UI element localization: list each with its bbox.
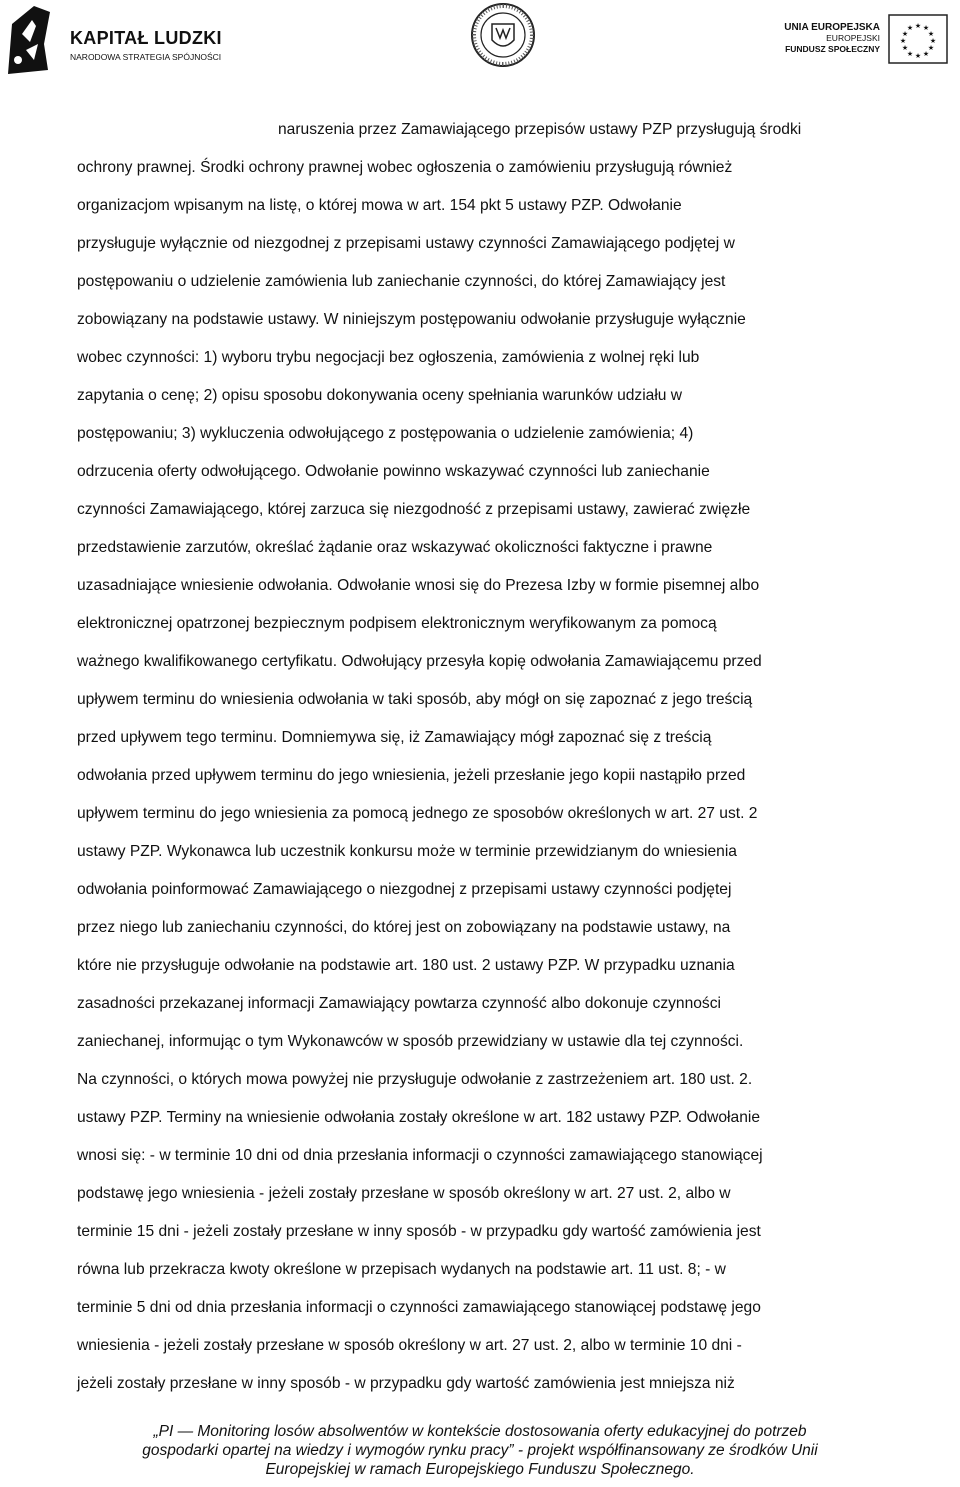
body-line: ochrony prawnej. Środki ochrony prawnej wobec ogłoszenia o zamówieniu przysługują również — [77, 159, 733, 176]
eu-label-line2: EUROPEJSKI — [826, 33, 880, 43]
body-line: jeżeli zostały przesłane w inny sposób - w przypadku gdy wartość zamówienia jest mniejsza niż — [77, 1375, 735, 1392]
body-line: podstawę jego wniesienia - jeżeli zostały przesłane w sposób określony w art. 27 ust. 2, albo w — [77, 1185, 731, 1202]
svg-text:★: ★ — [914, 22, 922, 30]
body-line: wnosi się: - w terminie 10 dni od dnia przesłania informacji o czynności zamawiającego stanowiącej — [77, 1147, 763, 1164]
body-line: przysługuje wyłącznie od niezgodnej z przepisami ustawy czynności Zamawiającego podjętej w — [77, 235, 735, 252]
body-line: postępowaniu; 3) wykluczenia odwołującego z postępowania o udzielenie zamówienia; 4) — [77, 425, 694, 442]
body-line: zobowiązany na podstawie ustawy. W niniejszym postępowaniu odwołanie przysługuje wyłącznie — [77, 311, 746, 328]
body-line: które nie przysługuje odwołanie na podstawie art. 180 ust. 2 ustawy PZP. W przypadku uznania — [77, 957, 735, 974]
body-line: odrzucenia oferty odwołującego. Odwołanie powinno wskazywać czynności lub zaniechanie — [77, 463, 710, 480]
eu-label-line1: UNIA EUROPEJSKA — [784, 22, 880, 33]
footer-line-3: Europejskiej w ramach Europejskiego Funduszu Społecznego. — [265, 1461, 695, 1478]
body-line: przez niego lub zaniechaniu czynności, do której jest on zobowiązany na podstawie ustawy, na — [77, 919, 731, 936]
body-line: odwołania poinformować Zamawiającego o niezgodnej z przepisami ustawy czynności podjętej — [77, 881, 732, 898]
body-line: terminie 5 dni od dnia przesłania informacji o czynności zamawiającego stanowiącej podstawę jego — [77, 1299, 761, 1316]
svg-text:★: ★ — [929, 37, 937, 45]
body-line: uzasadniające wniesienie odwołania. Odwołanie wnosi się do Prezesa Izby w formie pisemnej albo — [77, 577, 760, 594]
svg-text:★: ★ — [901, 30, 909, 38]
body-line: zasadności przekazanej informacji Zamawiający powtarza czynność albo dokonuje czynności — [77, 995, 721, 1012]
university-seal-icon — [470, 2, 536, 68]
body-line: organizacjom wpisanym na listę, o której mowa w art. 154 pkt 5 ustawy PZP. Odwołanie — [77, 197, 682, 214]
body-line: odwołania przed upływem terminu do jego wniesienia, jeżeli przesłanie jego kopii nastąpiło przed — [77, 767, 746, 784]
eu-fund-label — [780, 22, 880, 55]
kapital-ludzki-subtitle: NARODOWA STRATEGIA SPÓJNOŚCI — [70, 52, 222, 62]
body-line: przedstawienie zarzutów, określać żądanie oraz wskazywać okoliczności faktyczne i prawne — [77, 539, 713, 556]
kapital-ludzki-title: KAPITAŁ LUDZKI — [70, 28, 222, 48]
body-line: upływem terminu do wniesienia odwołania w taki sposób, aby mógł on się zapoznać z jego treścią — [77, 691, 753, 708]
body-line: postępowaniu o udzielenie zamówienia lub zaniechanie czynności, do której Zamawiający jest — [77, 273, 726, 290]
body-line: przed upływem tego terminu. Domniemywa się, iż Zamawiający mógł zapoznać się z treścią — [77, 729, 712, 746]
body-line: ustawy PZP. Terminy na wniesienie odwołania zostały określone w art. 182 ustawy PZP. Odwołanie — [77, 1109, 761, 1126]
kapital-ludzki-logo — [4, 4, 234, 78]
eu-label-line3: FUNDUSZ SPOŁECZNY — [785, 44, 880, 54]
body-line: upływem terminu do jego wniesienia za pomocą jednego ze sposobów określonych w art. 27 ust. 2 — [77, 805, 758, 822]
page-footer — [0, 1422, 960, 1479]
svg-text:★: ★ — [914, 52, 922, 60]
svg-text:★: ★ — [906, 50, 914, 58]
body-line: elektronicznej opatrzonej bezpiecznym podpisem elektronicznym weryfikowanym za pomocą — [77, 615, 717, 632]
svg-text:★: ★ — [927, 44, 935, 52]
body-line: terminie 15 dni - jeżeli zostały przesłane w inny sposób - w przypadku gdy wartość zamówienia jest — [77, 1223, 761, 1240]
svg-text:★: ★ — [901, 44, 909, 52]
kapital-ludzki-emblem-icon — [4, 4, 54, 78]
footer-line-2: gospodarki opartej na wiedzy i wymogów rynku pracy” - projekt współfinansowany ze środków Unii — [142, 1442, 818, 1459]
eu-flag-icon — [888, 14, 948, 64]
svg-text:★: ★ — [906, 24, 914, 32]
body-line: wniesienia - jeżeli zostały przesłane w sposób określony w art. 27 ust. 2, albo w terminie 10 dni - — [77, 1337, 742, 1354]
body-line: zaniechanej, informując o tym Wykonawców w sposób przewidziany w ustawie dla tej czynności. — [77, 1033, 744, 1050]
footer-line-1: „PI — Monitoring losów absolwentów w kontekście dostosowania oferty edukacyjnej do potrzeb — [153, 1423, 807, 1440]
body-line: ważnego kwalifikowanego certyfikatu. Odwołujący przesyła kopię odwołania Zamawiającemu przed — [77, 653, 762, 670]
body-line: ustawy PZP. Wykonawca lub uczestnik konkursu może w terminie przewidzianym do wniesienia — [77, 843, 737, 860]
body-line: zapytania o cenę; 2) opisu sposobu dokonywania oceny spełniania warunków udziału w — [77, 387, 683, 404]
svg-text:★: ★ — [922, 24, 930, 32]
page-header — [0, 0, 960, 90]
svg-text:★: ★ — [927, 30, 935, 38]
body-line: naruszenia przez Zamawiającego przepisów ustawy PZP przysługują środki — [278, 121, 802, 138]
body-line: czynności Zamawiającego, której zarzuca się niezgodność z przepisami ustawy, zawierać zwięzłe — [77, 501, 751, 518]
body-line: równa lub przekracza kwoty określone w przepisach wydanych na podstawie art. 11 ust. 8; - w — [77, 1261, 726, 1278]
body-line: Na czynności, o których mowa powyżej nie przysługuje odwołanie z zastrzeżeniem art. 180 ust. 2. — [77, 1071, 753, 1088]
body-line: wobec czynności: 1) wyboru trybu negocjacji bez ogłoszenia, zamówienia z wolnej ręki lub — [77, 349, 700, 366]
svg-text:★: ★ — [899, 37, 907, 45]
svg-text:★: ★ — [922, 50, 930, 58]
